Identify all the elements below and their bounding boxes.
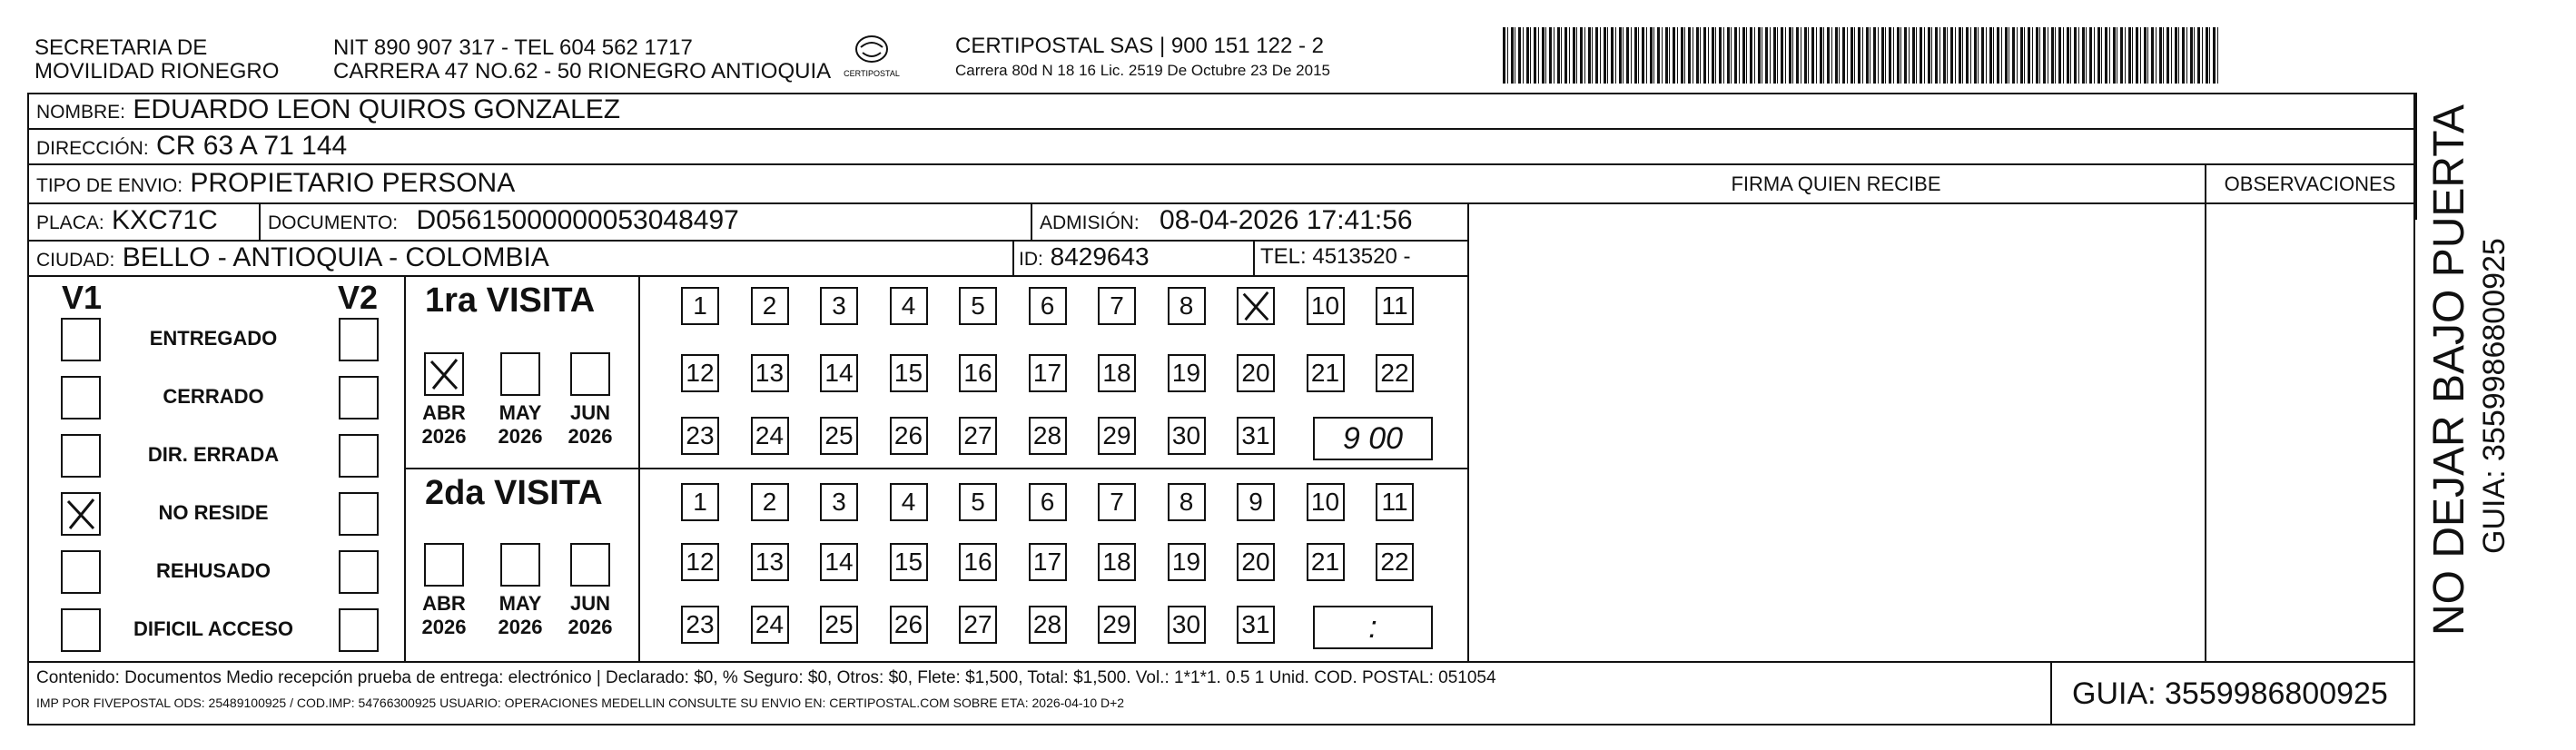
- day-number: 10: [1310, 488, 1340, 516]
- visit1-title: 1ra VISITA: [425, 281, 596, 320]
- day-number: 27: [963, 610, 992, 638]
- day-box[interactable]: [751, 543, 789, 581]
- day-number: 10: [1310, 291, 1340, 320]
- day-number: 20: [1241, 359, 1270, 387]
- certipostal-logo: [835, 33, 908, 84]
- day-box[interactable]: [1307, 543, 1345, 581]
- day-box[interactable]: [1168, 354, 1206, 392]
- day-box[interactable]: [1029, 354, 1067, 392]
- day-number: 28: [1032, 610, 1062, 638]
- id-label: ID:: [1019, 249, 1043, 270]
- day-number: 13: [755, 359, 785, 387]
- day-box[interactable]: [1376, 483, 1414, 521]
- side-guia: GUIA: 3559986800925: [2477, 238, 2512, 554]
- day-number: 24: [755, 610, 785, 638]
- day-number: 22: [1380, 359, 1409, 387]
- month-checkbox[interactable]: [500, 543, 540, 587]
- day-box[interactable]: [1098, 287, 1136, 325]
- day-number: 22: [1380, 548, 1409, 576]
- month-label: ABR: [422, 592, 466, 615]
- v2-checkbox[interactable]: [339, 608, 379, 652]
- month-label: ABR: [422, 401, 466, 424]
- day-number: 15: [893, 359, 923, 387]
- day-box[interactable]: [820, 543, 858, 581]
- day-number: 18: [1102, 548, 1131, 576]
- day-box[interactable]: [681, 606, 719, 644]
- v2-checkbox[interactable]: [339, 550, 379, 594]
- day-number: 16: [963, 359, 992, 387]
- day-box[interactable]: [820, 417, 858, 455]
- day-number: 21: [1310, 548, 1340, 576]
- observaciones-header: OBSERVACIONES: [2224, 173, 2396, 195]
- month-label: JUN: [569, 592, 610, 615]
- v2-header: V2: [338, 279, 379, 316]
- day-number: 26: [893, 421, 923, 449]
- ciudad-label: CIUDAD:: [36, 250, 115, 271]
- day-box[interactable]: [751, 287, 789, 325]
- day-number: 17: [1032, 548, 1062, 576]
- agency-line-1: SECRETARIA DE: [35, 35, 208, 60]
- direccion-label: DIRECCIÓN:: [36, 138, 149, 159]
- day-number: 19: [1171, 359, 1201, 387]
- day-box[interactable]: [1029, 287, 1067, 325]
- day-number: 26: [893, 610, 923, 638]
- agency-contact: [333, 36, 831, 84]
- day-number: 11: [1381, 291, 1408, 320]
- day-box[interactable]: [751, 483, 789, 521]
- day-box[interactable]: [890, 354, 928, 392]
- day-number: 12: [686, 548, 715, 576]
- admision-row: [1040, 205, 1413, 236]
- day-number: 6: [1040, 291, 1055, 320]
- day-box[interactable]: [681, 483, 719, 521]
- logo-text: CERTIPOSTAL: [844, 69, 900, 78]
- day-number: 1: [693, 291, 707, 320]
- v1-header: V1: [62, 279, 103, 316]
- documento-label: DOCUMENTO:: [268, 212, 399, 233]
- v2-checkbox[interactable]: [339, 434, 379, 478]
- day-number: 17: [1032, 359, 1062, 387]
- day-box[interactable]: [959, 543, 997, 581]
- day-box[interactable]: [1029, 417, 1067, 455]
- time-box[interactable]: :: [1313, 606, 1433, 649]
- day-number: 16: [963, 548, 992, 576]
- day-number: 8: [1179, 488, 1194, 516]
- status-option-label: ENTREGADO: [149, 327, 278, 350]
- day-box[interactable]: [890, 606, 928, 644]
- day-number: 29: [1102, 610, 1131, 638]
- day-number: 23: [686, 421, 715, 449]
- day-box[interactable]: [890, 287, 928, 325]
- day-number: 12: [686, 359, 715, 387]
- day-box[interactable]: [820, 287, 858, 325]
- day-box[interactable]: [751, 417, 789, 455]
- day-box[interactable]: [1376, 354, 1414, 392]
- day-number: 21: [1310, 359, 1340, 387]
- v2-checkbox[interactable]: [339, 492, 379, 536]
- day-box[interactable]: [1029, 483, 1067, 521]
- day-number: 2: [762, 488, 777, 516]
- month-label: MAY: [498, 401, 542, 424]
- day-box[interactable]: [1168, 483, 1206, 521]
- day-number: 7: [1110, 291, 1124, 320]
- day-box[interactable]: [959, 606, 997, 644]
- day-number: 29: [1102, 421, 1131, 449]
- firma-header: FIRMA QUIEN RECIBE: [1731, 173, 1941, 195]
- v1-checkbox[interactable]: [61, 434, 101, 478]
- day-box[interactable]: [681, 354, 719, 392]
- id-value: 8429643: [1050, 242, 1150, 271]
- placa-row: [36, 205, 218, 236]
- day-box[interactable]: [890, 543, 928, 581]
- day-box[interactable]: [1168, 606, 1206, 644]
- day-box[interactable]: [820, 483, 858, 521]
- day-box[interactable]: [1237, 417, 1275, 455]
- status-option-label: CERRADO: [163, 385, 264, 408]
- day-box[interactable]: [681, 287, 719, 325]
- day-number: 8: [1179, 291, 1194, 320]
- day-number: 27: [963, 421, 992, 449]
- day-number: 6: [1040, 488, 1055, 516]
- barcode: [1503, 27, 2220, 84]
- day-number: 18: [1102, 359, 1131, 387]
- placa-value: KXC71C: [112, 205, 218, 235]
- day-number: 14: [824, 548, 854, 576]
- day-box[interactable]: [890, 417, 928, 455]
- day-number: 19: [1171, 548, 1201, 576]
- day-box[interactable]: [1376, 543, 1414, 581]
- day-number: 5: [971, 291, 985, 320]
- day-number: 31: [1241, 610, 1270, 638]
- address-line: CARRERA 47 NO.62 - 50 RIONEGRO ANTIOQUIA: [333, 59, 832, 84]
- day-box[interactable]: [751, 606, 789, 644]
- day-box[interactable]: [959, 417, 997, 455]
- status-option-label: DIFICIL ACCESO: [133, 617, 293, 640]
- day-number: 4: [901, 488, 916, 516]
- nombre-row: [36, 94, 620, 125]
- month-checkbox[interactable]: [570, 352, 610, 396]
- tel-value: 4513520 -: [1312, 244, 1411, 269]
- year-label: 2026: [568, 425, 613, 448]
- footer-guia: GUIA: 3559986800925: [2072, 676, 2388, 711]
- admision-label: ADMISIÓN:: [1040, 212, 1140, 233]
- day-number: 1: [693, 488, 707, 516]
- no-dejar-bajo-puerta: NO DEJAR BAJO PUERTA: [2425, 104, 2473, 636]
- year-label: 2026: [421, 616, 467, 638]
- day-number: 11: [1381, 488, 1408, 516]
- placa-label: PLACA:: [36, 212, 104, 233]
- day-number: 5: [971, 488, 985, 516]
- footer-imp: IMP POR FIVEPOSTAL ODS: 25489100925 / COD.IMP: 54766300925 USUARIO: OPERACIONES MEDELLIN CONSULTE SU ENVIO EN: CERTIPOSTAL.COM SOBRE ETA: 2026-04-10 D+2: [36, 696, 1125, 710]
- month-checkbox[interactable]: [500, 352, 540, 396]
- handwritten-check-mark: [1239, 289, 1273, 323]
- nit-line: NIT 890 907 317 - TEL 604 562 1717: [333, 35, 693, 60]
- documento-value: D05615000000053048497: [416, 205, 739, 235]
- tipo-label: TIPO DE ENVIO:: [36, 175, 183, 196]
- day-box[interactable]: [751, 354, 789, 392]
- day-number: 14: [824, 359, 854, 387]
- day-box[interactable]: [1307, 354, 1345, 392]
- day-number: 15: [893, 548, 923, 576]
- company-line: CERTIPOSTAL SAS | 900 151 122 - 2: [955, 34, 1324, 58]
- license-line: Carrera 80d N 18 16 Lic. 2519 De Octubre 23 De 2015: [955, 62, 1330, 79]
- day-box[interactable]: [1237, 287, 1275, 325]
- month-label: MAY: [498, 592, 542, 615]
- month-checkbox[interactable]: [570, 543, 610, 587]
- agency-line-2: MOVILIDAD RIONEGRO: [35, 59, 280, 84]
- direccion-row: [36, 131, 347, 162]
- day-number: 9: [1249, 488, 1263, 516]
- day-box[interactable]: [1237, 483, 1275, 521]
- company-block: [955, 35, 1330, 80]
- day-box[interactable]: [820, 354, 858, 392]
- day-number: 3: [832, 488, 846, 516]
- v1-checkbox[interactable]: [61, 550, 101, 594]
- agency-name: [35, 36, 279, 84]
- ciudad-value: BELLO - ANTIOQUIA - COLOMBIA: [122, 242, 549, 272]
- day-box[interactable]: [1376, 287, 1414, 325]
- day-box[interactable]: [890, 483, 928, 521]
- day-number: 28: [1032, 421, 1062, 449]
- month-checkbox[interactable]: [424, 352, 464, 396]
- day-number: 7: [1110, 488, 1124, 516]
- day-box[interactable]: [1168, 543, 1206, 581]
- v1-checkbox[interactable]: [61, 492, 101, 536]
- day-box[interactable]: [1098, 543, 1136, 581]
- handwritten-check-mark: [63, 494, 99, 534]
- status-option-label: NO RESIDE: [158, 501, 269, 524]
- admision-value: 08-04-2026 17:41:56: [1160, 205, 1413, 235]
- status-option-label: REHUSADO: [156, 559, 271, 582]
- v1-checkbox[interactable]: [61, 318, 101, 361]
- day-box[interactable]: [681, 417, 719, 455]
- day-box[interactable]: [1237, 543, 1275, 581]
- v1-checkbox[interactable]: [61, 608, 101, 652]
- day-number: 20: [1241, 548, 1270, 576]
- day-number: 25: [824, 610, 854, 638]
- nombre-label: NOMBRE:: [36, 102, 126, 123]
- time-box[interactable]: 9 00: [1313, 417, 1433, 460]
- year-label: 2026: [498, 616, 543, 638]
- tipo-row: [36, 168, 515, 199]
- day-number: 24: [755, 421, 785, 449]
- day-box[interactable]: [1029, 543, 1067, 581]
- year-label: 2026: [568, 616, 613, 638]
- day-box[interactable]: [1307, 287, 1345, 325]
- visit2-title: 2da VISITA: [425, 474, 603, 512]
- day-number: 30: [1171, 421, 1201, 449]
- month-label: JUN: [569, 401, 610, 424]
- day-box[interactable]: [1237, 354, 1275, 392]
- v2-checkbox[interactable]: [339, 376, 379, 419]
- day-box[interactable]: [1098, 417, 1136, 455]
- nombre-value: EDUARDO LEON QUIROS GONZALEZ: [133, 94, 621, 124]
- day-box[interactable]: [959, 354, 997, 392]
- day-number: 23: [686, 610, 715, 638]
- day-number: 13: [755, 548, 785, 576]
- day-box[interactable]: [1098, 483, 1136, 521]
- ciudad-row: [36, 242, 549, 273]
- day-number: 3: [832, 291, 846, 320]
- day-box[interactable]: [1168, 287, 1206, 325]
- day-box[interactable]: [820, 606, 858, 644]
- v2-checkbox[interactable]: [339, 318, 379, 361]
- day-number: 30: [1171, 610, 1201, 638]
- year-label: 2026: [421, 425, 467, 448]
- day-box[interactable]: [1168, 417, 1206, 455]
- direccion-value: CR 63 A 71 144: [156, 131, 348, 161]
- day-number: 2: [762, 291, 777, 320]
- day-number: 25: [824, 421, 854, 449]
- month-checkbox[interactable]: [424, 543, 464, 587]
- day-box[interactable]: [1237, 606, 1275, 644]
- tipo-value: PROPIETARIO PERSONA: [190, 168, 516, 198]
- day-box[interactable]: [959, 483, 997, 521]
- day-box[interactable]: [681, 543, 719, 581]
- handwritten-check-mark: [426, 354, 462, 394]
- day-box[interactable]: [1307, 483, 1345, 521]
- day-box[interactable]: [959, 287, 997, 325]
- year-label: 2026: [498, 425, 543, 448]
- tel-label: TEL:: [1260, 244, 1307, 269]
- id-row: [1019, 242, 1150, 271]
- day-number: 31: [1241, 421, 1270, 449]
- day-box[interactable]: [1098, 354, 1136, 392]
- status-option-label: DIR. ERRADA: [147, 443, 280, 466]
- day-box[interactable]: [1029, 606, 1067, 644]
- day-number: 4: [901, 291, 916, 320]
- documento-row: [268, 205, 739, 236]
- day-box[interactable]: [1098, 606, 1136, 644]
- v1-checkbox[interactable]: [61, 376, 101, 419]
- footer-contenido: Contenido: Documentos Medio recepción prueba de entrega: electrónico | Declarado: $0, % Seguro: $0, Otros: $0, Flete: $1,500, Total: $1,500. Vol.: 1*1*1. 0.5 1 Unid. COD. POSTAL: 051054: [36, 668, 1496, 687]
- tel-row: [1260, 244, 1410, 270]
